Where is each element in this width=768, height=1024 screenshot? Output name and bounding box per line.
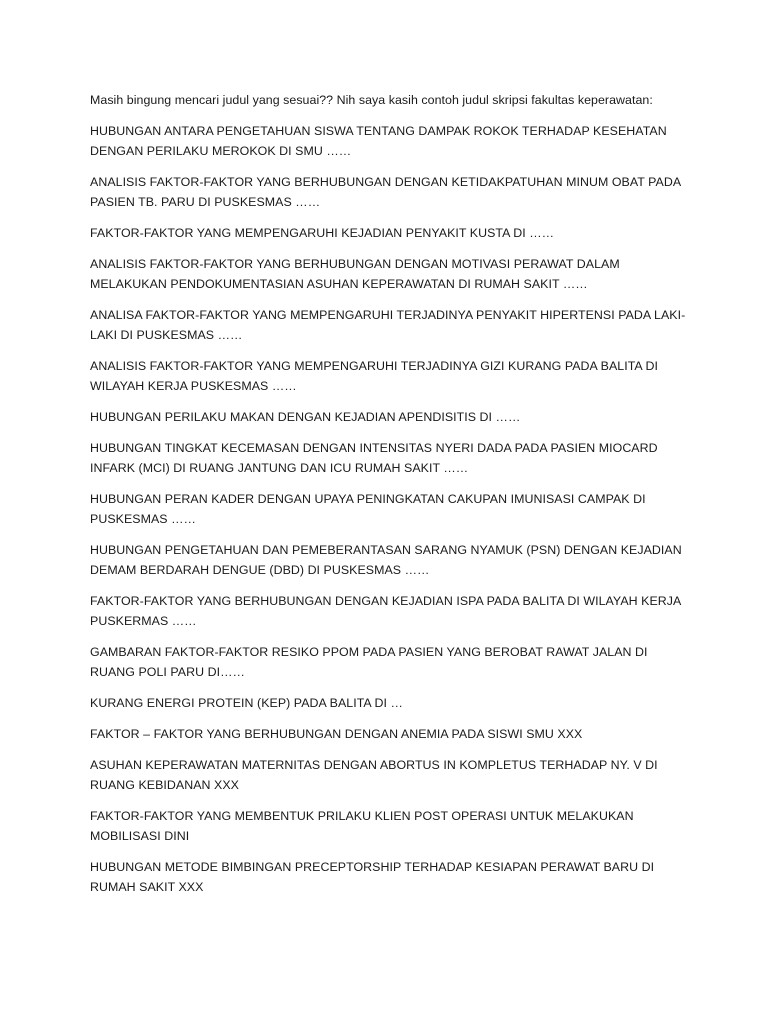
document-body: [90, 90, 690, 908]
thesis-title: ANALISA FAKTOR-FAKTOR YANG MEMPENGARUHI TERJADINYA PENYAKIT HIPERTENSI PADA LAKI-LAKI DI PUSKESMAS ……: [90, 308, 686, 342]
thesis-title: HUBUNGAN TINGKAT KECEMASAN DENGAN INTENSITAS NYERI DADA PADA PASIEN MIOCARD INFARK (MCI) DI RUANG JANTUNG DAN ICU RUMAH SAKIT ……: [90, 441, 658, 475]
thesis-title: HUBUNGAN PENGETAHUAN DAN PEMEBERANTASAN SARANG NYAMUK (PSN) DENGAN KEJADIAN DEMAM BERDARAH DENGUE (DBD) DI PUSKESMAS ……: [90, 543, 682, 577]
thesis-title: ANALISIS FAKTOR-FAKTOR YANG MEMPENGARUHI TERJADINYA GIZI KURANG PADA BALITA DI WILAYAH KERJA PUSKESMAS ……: [90, 359, 659, 393]
thesis-title-list: [90, 121, 690, 897]
thesis-title: FAKTOR-FAKTOR YANG BERHUBUNGAN DENGAN KEJADIAN ISPA PADA BALITA DI WILAYAH KERJA PUSKERMAS ……: [90, 594, 681, 628]
thesis-title: KURANG ENERGI PROTEIN (KEP) PADA BALITA DI …: [90, 696, 403, 710]
thesis-title: HUBUNGAN PERAN KADER DENGAN UPAYA PENINGKATAN CAKUPAN IMUNISASI CAMPAK DI PUSKESMAS ……: [90, 492, 646, 526]
thesis-title: FAKTOR-FAKTOR YANG MEMPENGARUHI KEJADIAN PENYAKIT KUSTA DI ……: [90, 226, 555, 240]
thesis-title: ANALISIS FAKTOR-FAKTOR YANG BERHUBUNGAN DENGAN KETIDAKPATUHAN MINUM OBAT PADA PASIEN TB. PARU DI PUSKESMAS ……: [90, 175, 681, 209]
thesis-title: ASUHAN KEPERAWATAN MATERNITAS DENGAN ABORTUS IN KOMPLETUS TERHADAP NY. V DI RUANG KEBIDANAN XXX: [90, 758, 658, 792]
thesis-title: FAKTOR-FAKTOR YANG MEMBENTUK PRILAKU KLIEN POST OPERASI UNTUK MELAKUKAN MOBILISASI DINI: [90, 809, 634, 843]
thesis-title: HUBUNGAN METODE BIMBINGAN PRECEPTORSHIP TERHADAP KESIAPAN PERAWAT BARU DI RUMAH SAKIT XXX: [90, 860, 655, 894]
thesis-title: ANALISIS FAKTOR-FAKTOR YANG BERHUBUNGAN DENGAN MOTIVASI PERAWAT DALAM MELAKUKAN PENDOKUMENTASIAN ASUHAN KEPERAWATAN DI RUMAH SAKIT ……: [90, 257, 620, 291]
thesis-title: GAMBARAN FAKTOR-FAKTOR RESIKO PPOM PADA PASIEN YANG BEROBAT RAWAT JALAN DI RUANG POLI PARU DI……: [90, 645, 648, 679]
thesis-title: FAKTOR – FAKTOR YANG BERHUBUNGAN DENGAN ANEMIA PADA SISWI SMU XXX: [90, 727, 583, 741]
intro-paragraph: Masih bingung mencari judul yang sesuai?? Nih saya kasih contoh judul skripsi fakultas keperawatan:: [90, 93, 653, 107]
thesis-title: HUBUNGAN PERILAKU MAKAN DENGAN KEJADIAN APENDISITIS DI ……: [90, 410, 521, 424]
thesis-title: HUBUNGAN ANTARA PENGETAHUAN SISWA TENTANG DAMPAK ROKOK TERHADAP KESEHATAN DENGAN PERILAKU MEROKOK DI SMU ……: [90, 124, 667, 158]
